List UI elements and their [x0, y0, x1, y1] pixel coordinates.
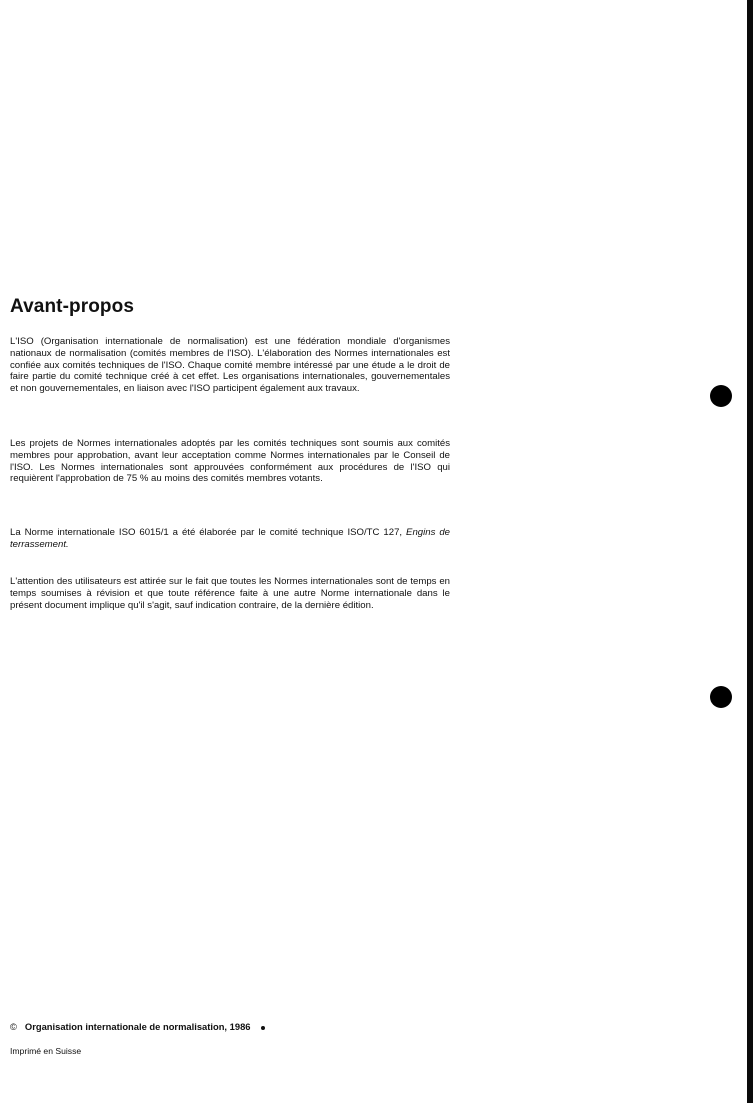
copyright-symbol: © [10, 1021, 17, 1032]
printed-in-line: Imprimé en Suisse [10, 1046, 82, 1056]
copyright-line [10, 1021, 265, 1032]
paragraph-committee [10, 527, 450, 551]
paragraph-draft-approval: Les projets de Normes internationales adoptés par les comités techniques sont soumis aux comités membres pour approbation, avant leur acceptation comme Normes internationales par le Conseil de l'ISO. Les Normes internationales sont approuvées conformément aux procédures de l'ISO qui requièrent l'approbation de 75 % au moins des comités membres votants. [10, 438, 450, 485]
paragraph-iso-intro: L'ISO (Organisation internationale de normalisation) est une fédération mondiale d'organismes nationaux de normalisation (comités membres de l'ISO). L'élaboration des Normes internationales est confiée aux comités techniques de l'ISO. Chaque comité membre intéressé par une étude a le droit de faire partie du comité technique créé à cet effet. Les organisations internationales, gouvernementales et non gouvernementales, en liaison avec l'ISO participent également aux travaux. [10, 336, 450, 395]
punch-hole-top [710, 385, 732, 407]
copyright-organization: Organisation internationale de normalisation, 1986 [24, 1021, 251, 1032]
punch-hole-bottom [710, 686, 732, 708]
paragraph-revision-notice: L'attention des utilisateurs est attirée sur le fait que toutes les Normes internationales sont de temps en temps soumises à révision et que toute référence faite à une autre Norme internationale dans le présent document implique qu'il s'agit, sauf indication contraire, de la dernière édition. [10, 576, 450, 611]
bullet-dot-icon [261, 1026, 265, 1030]
committee-text: La Norme internationale ISO 6015/1 a été élaborée par le comité technique ISO/TC 127, [10, 527, 407, 538]
committee-title: Engins de terrassement. [10, 527, 450, 550]
page-edge-strip [747, 0, 753, 1103]
page-title: Avant-propos [10, 296, 134, 317]
